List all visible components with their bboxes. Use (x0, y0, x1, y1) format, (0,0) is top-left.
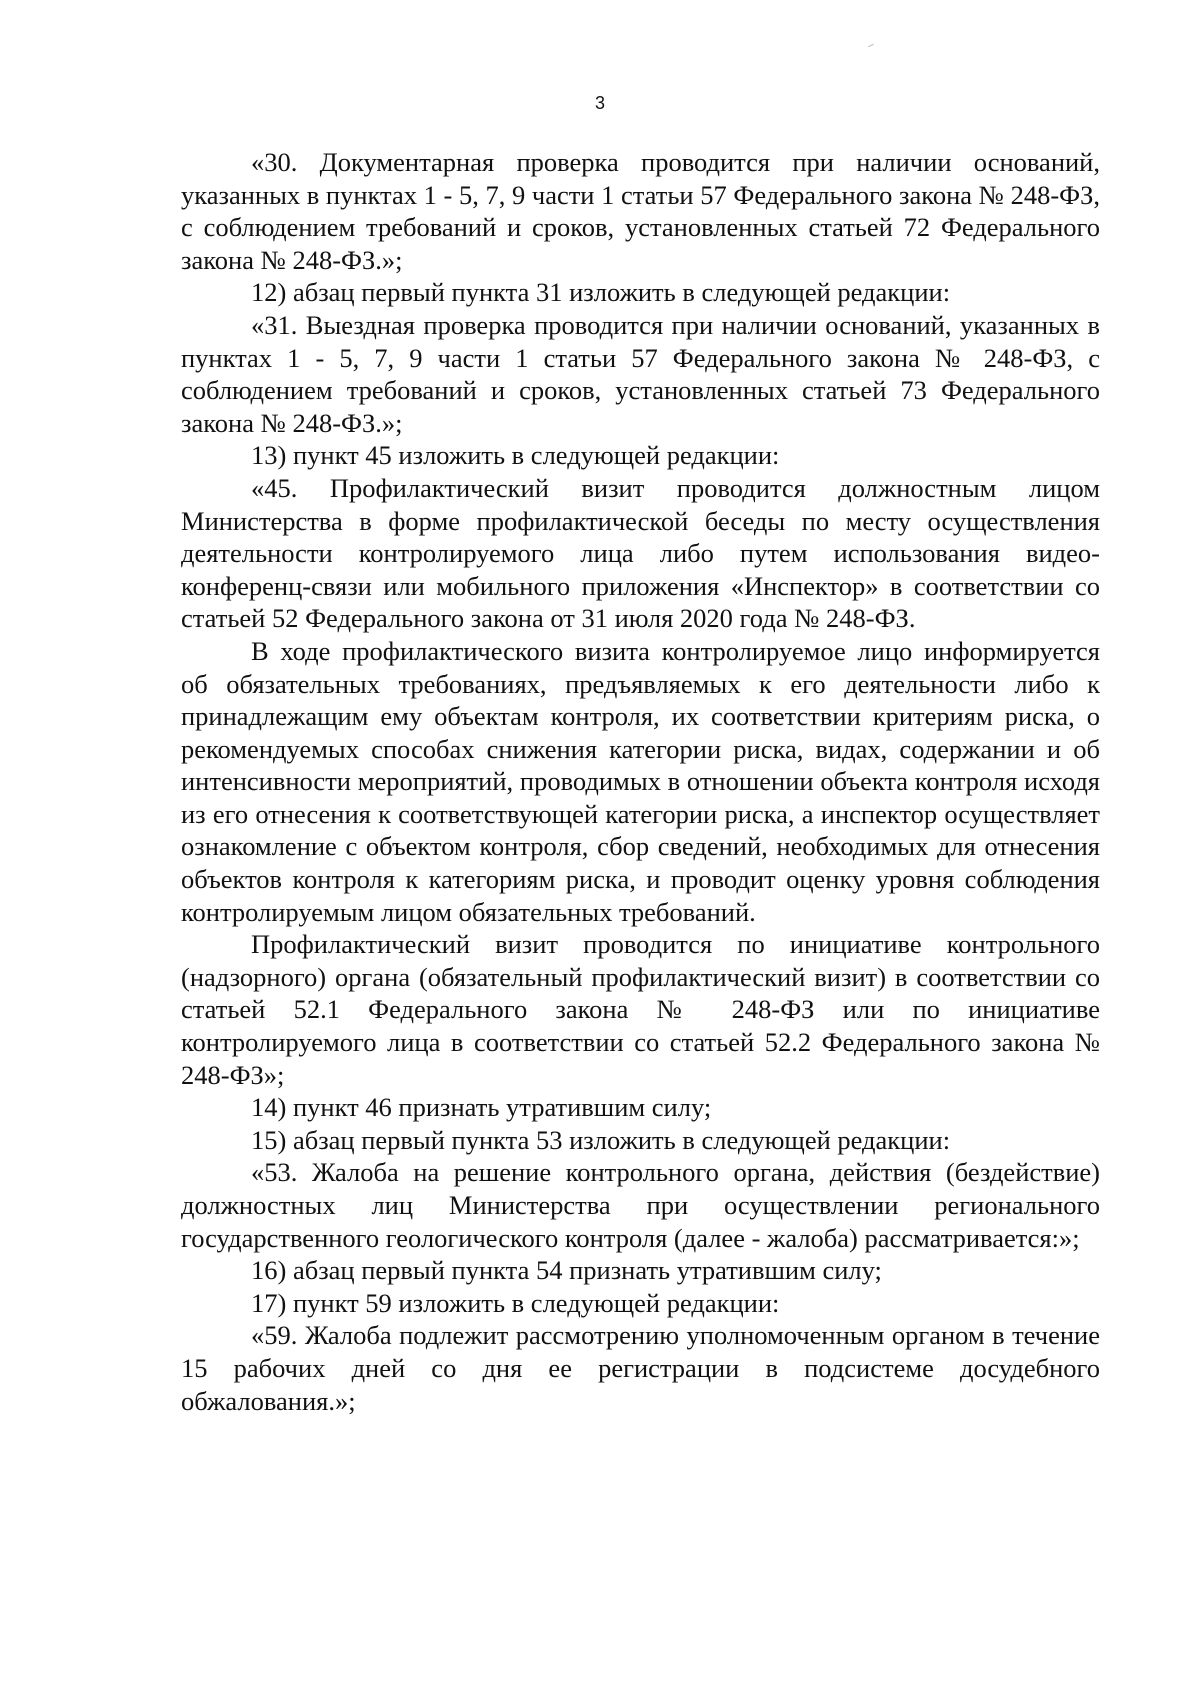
paragraph-item-31: «31. Выездная проверка проводится при наличии оснований, указанных в пунктах 1 - 5, 7, 9 части 1 статьи 57 Федерального закона № 248-ФЗ, с соблюдением требований и сроков, установленных статьей 73 Федерального закона № 248-ФЗ.»; (181, 309, 1100, 438)
paragraph-item-59: «59. Жалоба подлежит рассмотрению уполномоченным органом в течение 15 рабочих дней со дня ее регистрации в подсистеме досудебного обжалования.»; (181, 1320, 1100, 1416)
document-body (181, 146, 1100, 1417)
paragraph-item-30: «30. Документарная проверка проводится при наличии оснований, указанных в пунктах 1 - 5, 7, 9 части 1 статьи 57 Федерального закона № 248-ФЗ, с соблюдением требований и сроков, установленных статьей 72 Федерального закона № 248-ФЗ.»; (181, 147, 1100, 275)
page-number: 3 (594, 93, 605, 113)
paragraph-amendment-16: 16) абзац первый пункта 54 признать утратившим силу; (251, 1255, 882, 1286)
paragraph-amendment-14: 14) пункт 46 признать утратившим силу; (251, 1092, 712, 1123)
paragraph-amendment-12: 12) абзац первый пункта 31 изложить в следующей редакции: (251, 277, 951, 308)
paragraph-item-53: «53. Жалоба на решение контрольного органа, действия (бездействие) должностных лиц Министерства при осуществлении регионального государственного геологического контроля (далее - жалоба) рассматривается:»; (181, 1157, 1100, 1253)
paragraph-amendment-13: 13) пункт 45 изложить в следующей редакции: (251, 440, 780, 471)
paragraph-amendment-15: 15) абзац первый пункта 53 изложить в следующей редакции: (251, 1124, 951, 1155)
paragraph-item-45: «45. Профилактический визит проводится должностным лицом Министерства в форме профилактической беседы по месту осуществления деятельности контролируемого лица либо путем использования видео-конференц-связи или мобильного приложения «Инспектор» в соответствии со статьей 52 Федерального закона от 31 июля 2020 года № 248-ФЗ. (181, 472, 1100, 634)
scan-artifact (868, 44, 874, 47)
paragraph-visit-initiative: Профилактический визит проводится по инициативе контрольного (надзорного) органа (обязательный профилактический визит) в соответствии со статьей 52.1 Федерального закона № 248-ФЗ или по инициативе контролируемого лица в соответствии со статьей 52.2 Федерального закона № 248-ФЗ»; (181, 929, 1100, 1090)
paragraph-visit-details: В ходе профилактического визита контролируемое лицо информируется об обязательных требованиях, предъявляемых к его деятельности либо к принадлежащим ему объектам контроля, их соответствии критериям риска, о рекомендуемых способах снижения категории риска, видах, содержании и об интенсивности мероприятий, проводимых в отношении объекта контроля исходя из его отнесения к соответствующей категории риска, а инспектор осуществляет ознакомление с объектом контроля, сбор сведений, необходимых для отнесения объектов контроля к категориям риска, и проводит оценку уровня соблюдения контролируемым лицом обязательных требований. (181, 635, 1100, 927)
paragraph-amendment-17: 17) пункт 59 изложить в следующей редакции: (251, 1287, 780, 1318)
